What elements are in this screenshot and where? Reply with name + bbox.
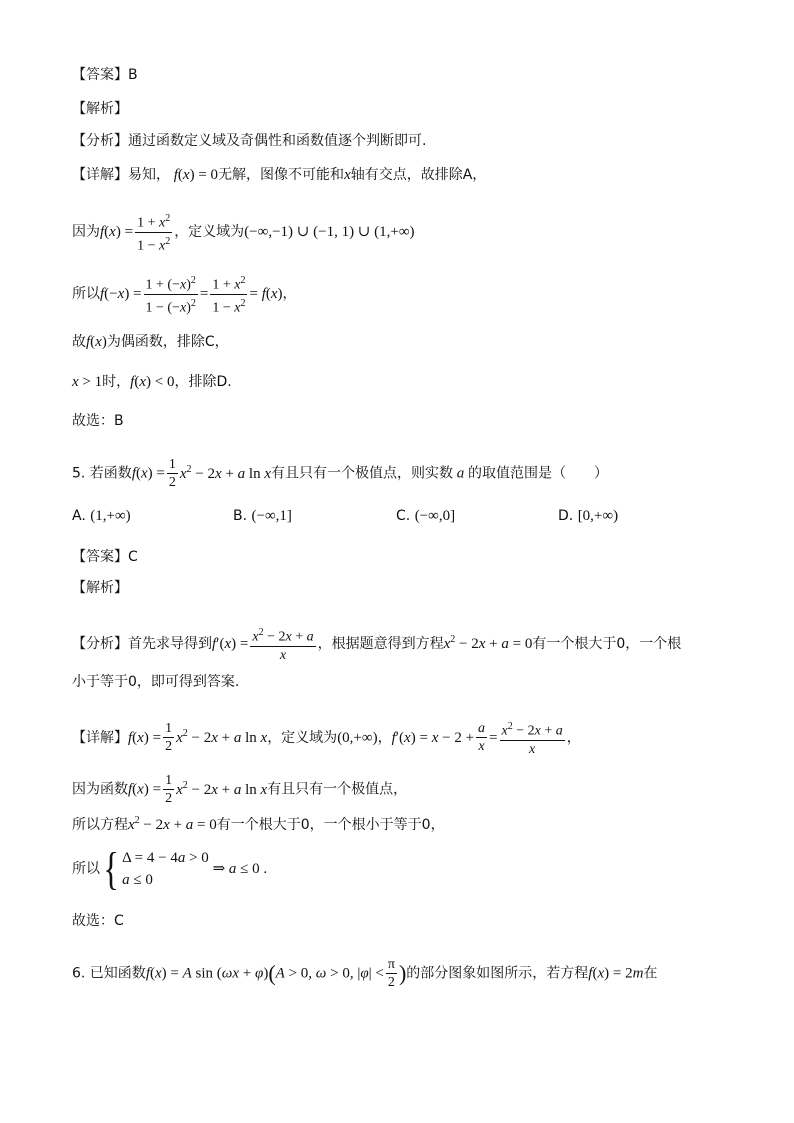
fraction (163, 772, 174, 807)
q4-choose: 故选：B (72, 413, 124, 429)
math: ′( (216, 635, 225, 652)
math: (−x) = (104, 286, 142, 303)
math: $x^2 - 2x + a = 0$ (128, 815, 217, 833)
q5-detail-line-4 (72, 843, 268, 894)
math: f (130, 374, 135, 390)
math: $x^2 - 2x + a = 0$ (443, 633, 533, 652)
math: x (139, 374, 146, 390)
math: (0,+∞) (337, 729, 378, 746)
math: x (182, 167, 190, 183)
xiangjie-tag: 【详解】 (72, 167, 128, 183)
math: x (72, 374, 79, 390)
math: ( (132, 781, 138, 798)
fraction-num: $x^2 - 2x + a$ (250, 624, 315, 647)
text: 在 (643, 965, 658, 982)
math: f (212, 635, 217, 652)
q5-fenxi-line-2: 小于等于0，即可得到答案. (72, 674, 240, 690)
math: x (95, 334, 102, 350)
math: A > 0, ω > 0, |φ| < (275, 965, 384, 982)
math: = (199, 286, 209, 303)
math: ) < 0 (145, 374, 175, 390)
text: 时， (102, 374, 131, 390)
math: x (137, 729, 144, 746)
math: x (109, 224, 116, 241)
option-value: (1,+∞) (90, 508, 131, 524)
fraction-den: $1 - (-x)^2$ (145, 297, 196, 316)
math: x (137, 781, 144, 798)
xiangjie-tag: 【详解】 (72, 729, 128, 746)
math: ) = 2m (604, 965, 644, 982)
fraction-num: π (387, 957, 395, 972)
math-fx-def: f (100, 224, 105, 241)
math: > 1 (78, 374, 103, 390)
text: ，定义域为 (174, 224, 245, 241)
math: ) = (143, 729, 162, 746)
fenxi-text: 通过函数定义域及奇偶性和函数值逐个判断即可. (128, 133, 427, 149)
text: 为偶函数，排除C， (106, 334, 229, 350)
text: 因为函数 (72, 781, 128, 798)
math: = (489, 729, 498, 746)
text: 首先求导得到 (128, 635, 212, 652)
option-c[interactable] (396, 508, 455, 525)
math: f (261, 286, 266, 303)
math: ⇒ a ≤ 0 . (208, 861, 268, 877)
math: ( (90, 334, 96, 350)
fraction-num: $x^2 - 2x + a$ (500, 718, 565, 741)
fraction-den: $1 - x^2$ (137, 235, 171, 254)
text: ， (282, 286, 297, 303)
math: ( (104, 224, 110, 241)
q5-choose: 故选：C (72, 913, 124, 929)
math: f (100, 286, 105, 303)
math: ( (132, 729, 138, 746)
math-fx-eq-0: f (170, 167, 178, 183)
fraction (500, 718, 565, 758)
math: ) = 0 (189, 167, 219, 183)
math: = (249, 286, 262, 303)
fraction-num: $1 + x^2$ (135, 210, 172, 233)
math: ( (592, 965, 598, 982)
fraction (167, 456, 178, 491)
math: ) (101, 334, 107, 350)
math: f (131, 465, 136, 482)
q4-detail-line-1 (72, 166, 486, 184)
math: a (453, 465, 468, 482)
math: f (128, 781, 133, 798)
fraction (386, 956, 397, 991)
math: ( (134, 374, 140, 390)
text: ， (566, 729, 581, 746)
fraction (144, 272, 198, 316)
fraction (476, 720, 487, 755)
math: x (344, 167, 351, 183)
fraction-den: x (279, 647, 287, 663)
text: 的取值范围是（ ） (468, 465, 608, 482)
text: 易知， (128, 167, 170, 183)
math: x (270, 286, 278, 303)
fenxi-tag: 【分析】 (72, 133, 128, 149)
text: 所以 (72, 861, 100, 877)
option-label: B. (233, 508, 248, 524)
fraction (250, 624, 315, 664)
option-label: C. (396, 508, 411, 524)
q4-answer: 【答案】B (72, 67, 138, 83)
math: ′( (395, 729, 405, 746)
text: ，定义域为 (267, 729, 338, 746)
math: f (391, 729, 396, 746)
math: f (145, 965, 150, 982)
math: ) = (231, 635, 249, 652)
option-label: D. (558, 508, 574, 524)
fraction-den: x (478, 739, 485, 755)
math: x (224, 635, 232, 652)
option-label: A. (72, 508, 86, 524)
math: ( (135, 465, 141, 482)
q5-answer: 【答案】C (72, 549, 138, 565)
q5-stem (72, 456, 608, 491)
math: ) = (147, 465, 165, 482)
math: ( (268, 960, 276, 986)
q5-jiexi-heading: 【解析】 (72, 580, 128, 596)
option-b[interactable] (233, 508, 292, 525)
q5-fenxi-line-1 (72, 624, 681, 664)
text: ，根据题意得到方程 (317, 635, 444, 652)
fraction (163, 720, 174, 755)
text: 轴有交点，故排除A， (350, 167, 487, 183)
fraction-num: 1 (165, 773, 173, 788)
fraction-num: $1 + (-x)^2$ (144, 272, 198, 295)
text: 无解，图像不可能和 (218, 167, 345, 183)
fraction-num: $1 + x^2$ (210, 272, 247, 295)
q4-detail-line-5 (72, 373, 232, 391)
q4-detail-line-2 (72, 210, 415, 254)
math: $x^2 - 2x + a$ ln x (176, 779, 268, 798)
option-value: (−∞,1] (251, 508, 292, 524)
option-value: (−∞,0] (414, 508, 456, 524)
text: 的部分图象如图所示，若方程 (406, 965, 589, 982)
inequality-system (122, 847, 209, 891)
q4-jiexi-heading: 【解析】 (72, 101, 128, 117)
math: x (597, 965, 605, 982)
text: 有且只有一个极值点， (267, 781, 408, 798)
text: 有且只有一个极值点，则实数 (271, 465, 453, 482)
text: 有一个根大于0，一个根小于等于0， (216, 817, 445, 833)
fraction (210, 272, 247, 316)
math: ) (398, 960, 407, 986)
math: x (140, 465, 148, 482)
fraction-den: 2 (165, 791, 173, 806)
option-value: [0,+∞) (577, 508, 619, 524)
math: $x^2 - 2x + a$ ln x (176, 727, 268, 746)
math: ( (265, 286, 271, 303)
math: ) = (115, 224, 134, 241)
text: 所以方程 (72, 817, 128, 833)
text: ，排除D. (174, 374, 232, 390)
fraction-num: 1 (168, 457, 176, 472)
math-domain: (−∞,−1) ∪ (−1, 1) ∪ (1,+∞) (244, 224, 415, 241)
system-line: Δ = 4 − 4a > 0 (122, 850, 209, 866)
system-line: a ≤ 0 (122, 872, 153, 888)
fenxi-tag: 【分析】 (72, 635, 128, 652)
fraction-den: $1 - x^2$ (212, 297, 246, 316)
fraction-num: 1 (165, 721, 173, 737)
option-d[interactable] (558, 508, 618, 525)
q4-detail-line-4 (72, 333, 229, 351)
option-a[interactable] (72, 508, 131, 525)
math: ) = A sin (ωx + φ) (161, 965, 269, 982)
q5-detail-line-1 (72, 718, 581, 758)
question-number: 5. 若函数 (72, 465, 132, 482)
math: x (154, 965, 162, 982)
math: f (86, 334, 91, 350)
fraction-den: x (529, 741, 536, 757)
text: 因为 (72, 224, 100, 241)
fraction-den: 2 (165, 739, 173, 755)
question-number: 6. 已知函数 (72, 965, 146, 982)
math: ) = x − 2 + (410, 729, 475, 746)
fraction-den: 2 (387, 975, 395, 990)
math: $x^2 - 2x + a$ ln x (179, 463, 271, 482)
math: ( (177, 167, 183, 183)
math: ) (277, 286, 283, 303)
q6-stem (72, 956, 657, 991)
q4-fenxi (72, 132, 426, 150)
brace-icon: { (103, 843, 119, 894)
math: x (404, 729, 411, 746)
text: 所以 (72, 286, 100, 303)
text: 有一个根大于0，一个根 (532, 635, 682, 652)
q5-detail-line-2 (72, 772, 407, 807)
q4-detail-line-3 (72, 272, 297, 316)
math: f (128, 729, 133, 746)
math: ) = (143, 781, 162, 798)
text: 故 (72, 334, 86, 350)
text: ， (377, 729, 392, 746)
math: ( (149, 965, 155, 982)
q5-detail-line-3 (72, 812, 445, 834)
fraction-den: 2 (168, 475, 176, 490)
math: f (588, 965, 593, 982)
fraction-num: a (478, 721, 486, 737)
fraction (135, 210, 172, 254)
